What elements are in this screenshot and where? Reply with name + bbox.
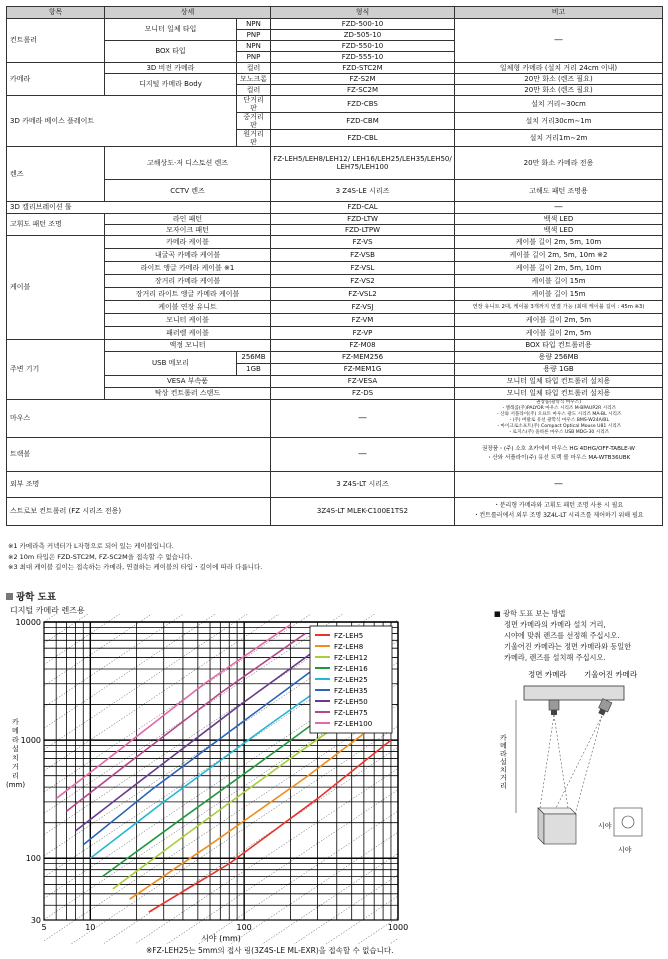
model-cell: FZD-STC2M [271,63,455,74]
table-row [7,261,663,274]
fov-box [614,808,642,836]
guide-line: 시야에 맞춰 렌즈를 선정해 주십시오. [504,631,620,640]
sub-cell: PNP [237,30,271,41]
front-fov-line [554,715,568,808]
legend-entry: FZ-LEH25 [334,676,368,684]
table-row [7,147,663,180]
detail-cell: 라이트 앵글 카메라 케이블 ※1 [105,261,271,274]
model-cell: FZ-VS2 [271,274,455,287]
note-line: ・산와 서플라이(주) 오프트 마우스 광도 시리즈 MA-BL 시리즈 [495,412,622,418]
x-tick-label: 5 [41,923,47,932]
detail-cell: CCTV 렌즈 [105,180,271,202]
cat-cell: 케이블 [7,235,105,339]
note-line: ・(주) 버팔로 유선 광학식 마우스 BMS-W24A/BL [507,418,610,424]
model-cell: FZD-CBS [271,96,455,113]
note-cell [455,497,663,525]
note-cell: 케이블 길이 2m, 5m, 10m [455,261,663,274]
front-camera-label: 정면 카메라 [528,670,567,679]
footnotes [8,541,262,573]
note-cell: 연장 유니트 2대, 케이블 3개까지 연결 가능 (최대 케이블 길이 : 45m ※3) [455,300,663,313]
camera-setup-diagram [494,668,664,868]
table-row [7,351,663,363]
optical-chart-svg [0,614,480,944]
cat-cell: 3D 캘리브레이션 툴 [7,202,271,213]
front-fov-line [540,715,554,808]
model-cell: FZD-CAL [271,202,455,213]
table-row [7,339,663,351]
note-cell: 설치 거리∼30cm [455,96,663,113]
model-cell: FZ-VP [271,326,455,339]
cat-cell: 주변 기기 [7,339,105,399]
optical-chart [0,614,480,944]
footnote-2: ※2 10m 타입은 FZD-STC2M, FZ-SC2M을 접속할 수 없습니다. [8,552,193,561]
note-cell: 케이블 길이 15m [455,274,663,287]
cat-cell: 컨트롤러 [7,19,105,63]
chart-guide [494,608,664,663]
guide-line: 정면 카메라의 카메라 설치 거리, [504,620,606,629]
legend-entry: FZ-LEH8 [334,643,364,651]
cat-cell: 3D 카메라 베이스 플레이트 [7,96,237,147]
model-cell: FZ-MEM256 [271,351,455,363]
model-cell: FZD-500-10 [271,19,455,30]
tilt-camera-label: 기울어진 카메라 [584,670,638,679]
model-cell: FZ-VM [271,313,455,326]
table-row [7,287,663,300]
header-model: 형식 [271,7,455,19]
note-cell: 용량 1GB [455,363,663,375]
legend-entry: FZ-LEH100 [334,720,373,728]
model-cell: FZ-VSL2 [271,287,455,300]
note-cell: — [455,202,663,213]
note-cell: — [455,471,663,497]
detail-cell: 케이블 연장 유니트 [105,300,271,313]
note-cell: 고해도 패턴 조명용 [455,180,663,202]
chart-subtitle: 디지털 카메라 렌즈용 [10,606,85,615]
note-cell: 케이블 길이 2m, 5m [455,326,663,339]
detail-cell: 탁상 컨트롤러 스탠드 [105,387,271,399]
note-cell: 20만 화소 (렌즈 필요) [455,85,663,96]
table-header [7,7,663,19]
note-line: ・마이크로소프트(주) Compact Optical Mouse U81 시리즈 [495,424,622,430]
table-row [7,497,663,525]
section-title-text: 광학 도표 [16,592,57,603]
model-cell: FZD-CBL [271,130,455,147]
workpiece-front [544,814,576,844]
guide-heading: ■ 광학 도표 보는 방법 [494,609,566,618]
model-cell: ZD-505-10 [271,30,455,41]
model-cell: 3Z4S-LT MLEK-C100E1TS2 [271,497,455,525]
cat-cell: 외부 조명 [7,471,271,497]
detail-cell: 카메라 케이블 [105,235,271,248]
footnote-1: ※1 카메라측 커넥터가 L자형으로 되어 있는 케이블입니다. [8,542,174,550]
table-row [7,326,663,339]
table-row [7,399,663,437]
section-title [6,589,56,603]
detail-cell: 라인 패턴 [105,213,271,224]
note-cell: 모니터 일체 타입 컨트롤러 설치용 [455,375,663,387]
tilt-fov-line [574,716,602,818]
model-cell: FZ-VESA [271,375,455,387]
header-item: 항목 [7,7,105,19]
tilt-camera-icon [597,699,612,717]
note-cell: 케이블 길이 2m, 5m, 10m [455,235,663,248]
model-cell: FZD-LTPW [271,224,455,235]
table-row [7,313,663,326]
sub-cell: 컬러 [237,63,271,74]
legend-entry: FZ-LEH5 [334,632,364,640]
square-bullet-icon [6,593,13,600]
model-cell: — [271,399,455,437]
table-row [7,213,663,224]
model-cell: — [271,437,455,471]
note-cell: 케이블 길이 15m [455,287,663,300]
detail-cell: 장거리 카메라 케이블 [105,274,271,287]
note-line: ・엘레콤(주)PALYOR 마우스 시리즈 M-BPAUP2R 시리즈 [500,406,617,412]
y-axis-label: 카 메 라 설 치 거 리 (mm) [6,718,26,789]
model-cell: FZ-MEM1G [271,363,455,375]
sub-cell: NPN [237,19,271,30]
model-cell: FZ-LEH5/LEH8/LEH12/ LEH16/LEH25/LEH35/LEH50/ LEH75/LEH100 [271,147,455,180]
spec-table [6,6,663,526]
note-line: ・로지스(주) 올바른 마우스 USB MDG-30 시리즈 [507,430,610,436]
tilt-fov-line [556,716,602,808]
table-row [7,437,663,471]
table-row [7,235,663,248]
table-row [7,202,663,213]
note-cell: 모니터 일체 타입 컨트롤러 설치용 [455,387,663,399]
cat-cell: 마우스 [7,399,271,437]
model-cell: 3 Z4S-LT 시리즈 [271,471,455,497]
header-detail: 상세 [105,7,271,19]
model-cell: 3 Z4S-LE 시리즈 [271,180,455,202]
note-line: ・컨트롤러에서 외부 조명 3Z4L-LT 시리즈를 제어하기 위해 필요 [473,512,644,520]
y-tick-label: 100 [25,854,41,864]
x-tick-label: 100 [236,923,252,932]
sub-cell: NPN [237,41,271,52]
note-cell [455,399,663,437]
note-cell: 케이블 길이 2m, 5m, 10m ※2 [455,248,663,261]
front-lens-icon [551,710,557,715]
note-cell: 설치 거리30cm∼1m [455,113,663,130]
y-tick-label: 10000 [15,618,41,627]
x-axis-label: 시야 (mm) [201,934,241,943]
model-cell: FZ-VSJ [271,300,455,313]
model-cell: FZ-VS [271,235,455,248]
model-cell: FZD-555-10 [271,52,455,63]
detail-cell: 고해상도·저 디스토션 렌즈 [105,147,271,180]
fov-side-label: 시야 [598,822,612,830]
model-cell: FZ-M08 [271,339,455,351]
cat-cell: 고휘도 패턴 조명 [7,213,105,235]
chart-footnote: ※FZ-LEH25는 5mm의 접사 링(3Z4S-LE ML-EXR)을 접속할 수 없습니다. [146,946,394,955]
sub-cell: 원거리 판 [237,130,271,147]
sub-cell: 1GB [237,363,271,375]
sub-cell: 256MB [237,351,271,363]
note-cell: 20만 화소 (렌즈 필요) [455,74,663,85]
legend-entry: FZ-LEH12 [334,654,368,662]
x-tick-label: 10 [85,923,96,932]
front-camera-icon [549,700,559,710]
detail-cell: 장거리 라이트 앵글 카메라 케이블 [105,287,271,300]
note-cell: — [455,19,663,63]
distance-label [500,733,507,790]
table-row [7,96,663,113]
detail-cell: 모니터 케이블 [105,313,271,326]
sub-cell: 중거리 판 [237,113,271,130]
sub-cell: 컬러 [237,85,271,96]
legend-entry: FZ-LEH75 [334,709,368,717]
detail-cell: 패러렐 케이블 [105,326,271,339]
legend-entry: FZ-LEH16 [334,665,368,673]
cat-cell: 스트로보 컨트롤러 (FZ 시리즈 전용) [7,497,271,525]
note-line: 권장품・(주) 소호 초카에비 마우스 HG 4DHG/OFF-TABLE-W [482,446,635,453]
guide-line: 기울어진 카메라는 정면 카메라와 동일한 [504,642,632,651]
sub-cell: 모노크롬 [237,74,271,85]
note-cell: 설치 거리1m∼2m [455,130,663,147]
table-row [7,74,663,85]
cat-cell: 트랙볼 [7,437,271,471]
detail-cell: 디지털 카메라 Body [105,74,237,96]
model-cell: FZD-CBM [271,113,455,130]
table-row [7,274,663,287]
footnote-3: ※3 최대 케이블 길이는 접속하는 카메라, 연결하는 케이블의 타입・길이에 따라 다릅니다. [8,563,263,571]
detail-cell: VESA 부속품 [105,375,271,387]
workpiece-side [538,808,544,844]
note-cell: 일체형 카메라 (설치 거리 24cm 이내) [455,63,663,74]
detail-cell: 모자이크 패턴 [105,224,271,235]
hatch-line [44,614,398,622]
note-cell: 용량 256MB [455,351,663,363]
distance-label-text: 카 메 라 설 치 거 리 [500,734,507,790]
table-row [7,387,663,399]
detail-cell: 3D 비전 카메라 [105,63,237,74]
note-cell: 20만 화소 카메라 전용 [455,147,663,180]
table-row [7,375,663,387]
model-cell: FZ-SC2M [271,85,455,96]
table-row [7,19,663,30]
detail-cell: 모니터 일체 타입 [105,19,237,41]
note-cell: BOX 타입 컨트롤러용 [455,339,663,351]
note-line: ・분리형 카메라와 고휘도 패턴 조명 사용 시 필요 [493,502,624,510]
mount-bar [524,686,624,700]
table-row [7,300,663,313]
detail-cell: BOX 타입 [105,41,237,63]
guide-line: 카메라, 렌즈를 설치해 주십시오. [504,653,606,662]
model-cell: FZ-S2M [271,74,455,85]
table-row [7,180,663,202]
model-cell: FZ-VSB [271,248,455,261]
sub-cell: PNP [237,52,271,63]
model-cell: FZD-LTW [271,213,455,224]
table-row [7,471,663,497]
detail-cell: USB 메모리 [105,351,237,375]
table-row [7,248,663,261]
legend-entry: FZ-LEH50 [334,698,368,706]
note-cell [455,437,663,471]
workpiece-top [538,808,576,814]
cat-cell: 렌즈 [7,147,105,202]
fov-label: 시야 [618,846,632,854]
cat-cell: 카메라 [7,63,105,96]
sub-cell: 단거리 판 [237,96,271,113]
model-cell: FZ-VSL [271,261,455,274]
y-tick-label: 30 [30,916,41,925]
detail-cell: 액정 모니터 [105,339,271,351]
model-cell: FZ-DS [271,387,455,399]
note-cell: 백색 LED [455,224,663,235]
legend-entry: FZ-LEH35 [334,687,368,695]
detail-cell: 내굴곡 카메라 케이블 [105,248,271,261]
camera-setup-svg [494,668,664,868]
table-row [7,224,663,235]
y-tick-label: 1000 [20,736,41,746]
table-row [7,63,663,74]
model-cell: FZD-550-10 [271,41,455,52]
note-cell: 백색 LED [455,213,663,224]
note-line: ・산와 서플라이(주) 유선 트랙 볼 마우스 MA-WTB36UBK [486,455,631,462]
note-cell: 케이블 길이 2m, 5m [455,313,663,326]
header-note: 비고 [455,7,663,19]
x-tick-label: 1000 [387,923,409,932]
note-line: 권장품(광학식 마우스) [536,400,581,406]
